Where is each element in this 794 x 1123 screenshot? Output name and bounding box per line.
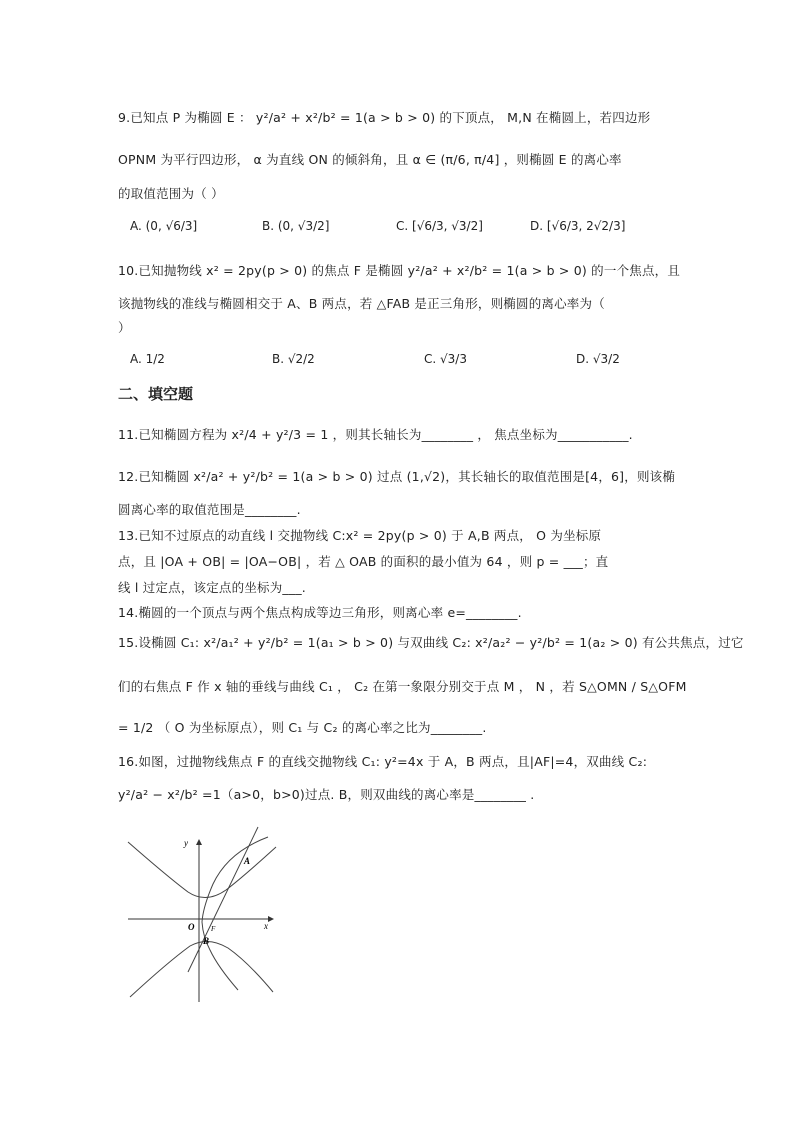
origin-label: O	[188, 922, 195, 932]
y-axis-label: y	[184, 838, 188, 848]
hyperbola-upper-branch	[128, 842, 276, 898]
point-a-label: A	[244, 856, 251, 866]
q13-line-3: 线 l 过定点，该定点的坐标为___.	[118, 580, 306, 595]
q16-figure	[118, 822, 278, 1012]
q10-option-b: B. √2/2	[272, 352, 315, 366]
q13-line-2: 点，且 |OA + OB| = |OA−OB| ，若 △ OAB 的面积的最小值为 64 ，则 p = ___；直	[118, 554, 609, 569]
parabola-curve	[202, 837, 268, 990]
q10-line-1: 10.已知抛物线 x² = 2py(p > 0) 的焦点 F 是椭圆 y²/a² + x²/b² = 1(a > b > 0) 的一个焦点，且	[118, 263, 681, 278]
q10-option-d: D. √3/2	[576, 352, 620, 366]
q12-line-2: 圆离心率的取值范围是________.	[118, 502, 301, 517]
focus-label: F	[211, 925, 216, 933]
q9-option-c: C. [√6/3, √3/2]	[396, 219, 483, 233]
q13-line-1: 13.已知不过原点的动直线 l 交抛物线 C:x² = 2py(p > 0) 于 A,B 两点， O 为坐标原	[118, 528, 602, 543]
q10-line-3: ）	[118, 320, 131, 335]
q14-line-1: 14.椭圆的一个顶点与两个焦点构成等边三角形，则离心率 e=________.	[118, 605, 522, 620]
q9-line-2: OPNM 为平行四边形， α 为直线 ON 的倾斜角，且 α ∈ (π/6, π/4] ，则椭圆 E 的离心率	[118, 152, 622, 167]
section-heading-fill-in: 二、填空题	[118, 385, 194, 403]
point-b-label: B	[203, 936, 210, 946]
q12-line-1: 12.已知椭圆 x²/a² + y²/b² = 1(a > b > 0) 过点 (1,√2)，其长轴长的取值范围是[4，6]，则该椭	[118, 469, 676, 484]
q9-line-1: 9.已知点 P 为椭圆 E ： y²/a² + x²/b² = 1(a > b > 0) 的下顶点， M,N 在椭圆上，若四边形	[118, 110, 651, 125]
q16-line-1: 16.如图，过抛物线焦点 F 的直线交抛物线 C₁: y²=4x 于 A，B 两点，且|AF|=4，双曲线 C₂:	[118, 754, 648, 769]
q11-line-1: 11.已知椭圆方程为 x²/4 + y²/3 = 1 ，则其长轴长为________ ， 焦点坐标为___________.	[118, 427, 633, 442]
q15-line-1: 15.设椭圆 C₁: x²/a₁² + y²/b² = 1(a₁ > b > 0) 与双曲线 C₂: x²/a₂² − y²/b² = 1(a₂ > 0) 有公共焦点，过它	[118, 635, 744, 650]
q9-line-3: 的取值范围为（ ）	[118, 186, 224, 201]
q9-option-a: A. (0, √6/3]	[130, 219, 198, 233]
q15-line-2: 们的右焦点 F 作 x 轴的垂线与曲线 C₁ ， C₂ 在第一象限分别交于点 M ， N ，若 S△OMN / S△OFM	[118, 679, 687, 694]
q9-option-d: D. [√6/3, 2√2/3]	[530, 219, 626, 233]
q10-option-c: C. √3/3	[424, 352, 467, 366]
q16-line-2: y²/a² − x²/b² =1（a>0，b>0)过点. B，则双曲线的离心率是________ .	[118, 787, 535, 802]
q9-option-b: B. (0, √3/2]	[262, 219, 330, 233]
parabola-hyperbola-diagram	[118, 822, 278, 1012]
x-axis-label: x	[264, 921, 268, 931]
hyperbola-lower-branch	[130, 941, 273, 997]
q10-option-a: A. 1/2	[130, 352, 165, 366]
q10-line-2: 该抛物线的准线与椭圆相交于 A、B 两点，若 △FAB 是正三角形，则椭圆的离心率为（	[118, 296, 605, 311]
q15-line-3: = 1/2 （ O 为坐标原点），则 C₁ 与 C₂ 的离心率之比为________.	[118, 720, 487, 735]
